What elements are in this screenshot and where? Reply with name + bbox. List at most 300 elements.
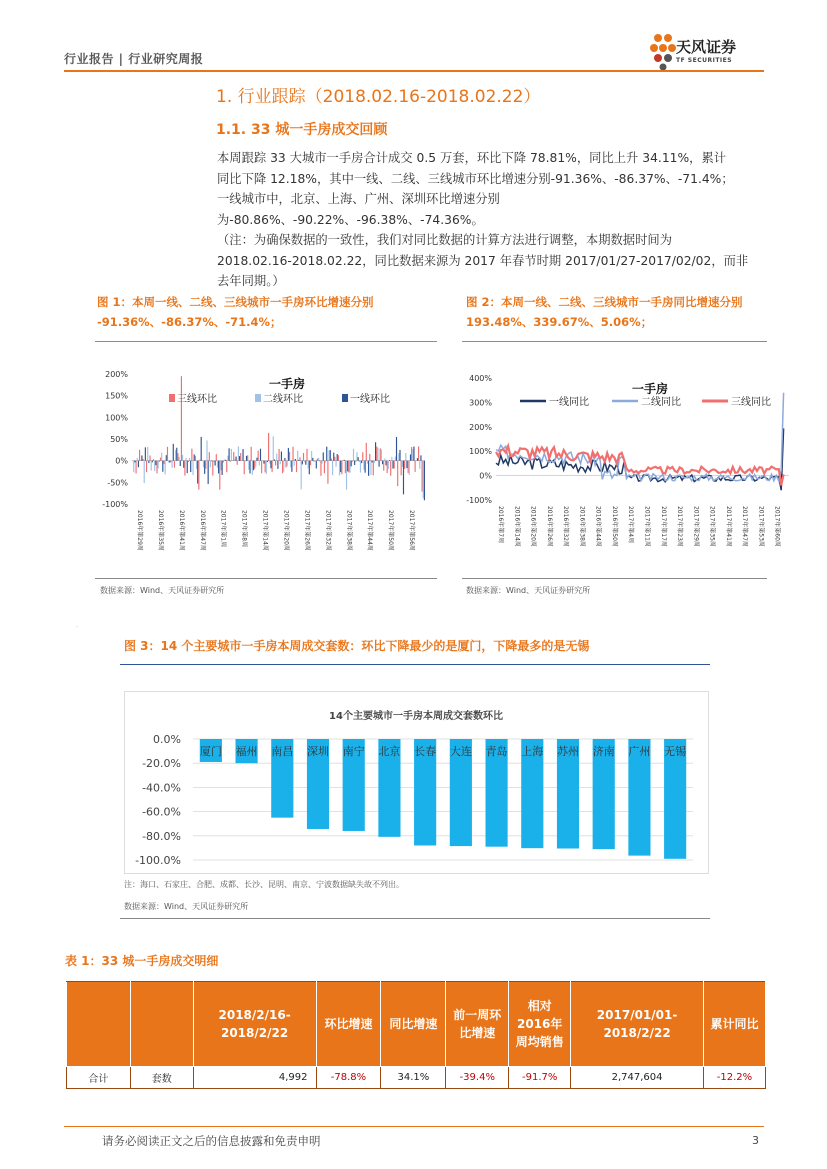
table-header-row xyxy=(67,982,766,1067)
bar xyxy=(133,461,134,473)
bar xyxy=(252,461,253,475)
bar xyxy=(170,461,171,462)
bar xyxy=(327,461,328,484)
bar xyxy=(347,461,348,472)
category-label: 广州 xyxy=(628,745,651,758)
bar xyxy=(398,453,399,460)
bar xyxy=(385,461,386,466)
bar xyxy=(369,454,370,461)
bar xyxy=(376,447,377,461)
bar xyxy=(215,461,216,466)
bar xyxy=(182,455,183,461)
bar xyxy=(231,449,232,461)
table-cell: 4,992 xyxy=(193,1067,316,1089)
bar xyxy=(177,453,178,461)
category-label: 青岛 xyxy=(485,745,508,758)
bar xyxy=(154,461,155,472)
bar xyxy=(194,454,195,460)
bar xyxy=(279,449,280,461)
bar xyxy=(269,461,270,464)
bar xyxy=(165,461,166,475)
bar xyxy=(292,447,293,461)
bar xyxy=(282,461,283,474)
bar xyxy=(139,450,140,461)
table-cell: 2,747,604 xyxy=(571,1067,704,1089)
bar xyxy=(301,461,302,490)
bar xyxy=(352,461,353,462)
fig3-rule xyxy=(120,664,710,665)
legend-label: 二线环比 xyxy=(263,394,303,405)
bar xyxy=(338,455,339,461)
bar xyxy=(389,460,390,461)
bar xyxy=(235,457,236,461)
bar xyxy=(272,461,273,472)
y-tick-label: 400% xyxy=(469,374,492,383)
bar xyxy=(344,460,345,461)
section-heading: 1. 行业跟踪（2018.02.16-2018.02.22） xyxy=(216,87,541,107)
bar xyxy=(333,453,334,461)
bar xyxy=(141,455,142,460)
bar xyxy=(322,461,323,464)
bar xyxy=(276,454,277,461)
bar xyxy=(411,447,412,461)
bar xyxy=(324,461,325,473)
fig1-caption-line1: 图 1：本周一线、二线、三线城市一手房环比增速分别 xyxy=(97,295,374,309)
bar xyxy=(188,461,189,462)
x-tick-label: 2016年第47周 xyxy=(198,510,206,551)
x-tick-label: 2016年第38周 xyxy=(578,506,586,547)
bar xyxy=(261,461,262,474)
bar xyxy=(153,459,154,460)
bar xyxy=(254,461,255,469)
bar xyxy=(248,461,249,470)
bar xyxy=(297,451,298,461)
bar xyxy=(247,455,248,460)
table-cell: 34.1% xyxy=(381,1067,446,1089)
bar xyxy=(335,461,336,467)
legend-label: 三线环比 xyxy=(177,394,217,405)
bar xyxy=(267,461,268,462)
bar xyxy=(158,461,159,469)
bar xyxy=(367,461,368,464)
bar xyxy=(295,459,296,461)
x-tick-label: 2016年第35周 xyxy=(156,510,164,551)
bar xyxy=(377,448,378,461)
bar xyxy=(265,461,266,473)
bar xyxy=(172,461,173,468)
bar xyxy=(349,461,350,473)
bar xyxy=(334,457,335,461)
fig2-caption-line2: 193.48%、339.67%、5.06%； xyxy=(466,315,653,329)
category-label: 上海 xyxy=(521,745,544,758)
y-tick-label: 100% xyxy=(105,413,128,423)
bar xyxy=(361,461,362,463)
category-label: 长春 xyxy=(414,745,437,758)
bar xyxy=(311,451,312,461)
bar xyxy=(190,461,191,472)
bar xyxy=(408,461,409,473)
bar xyxy=(362,452,363,460)
bar xyxy=(168,461,169,463)
bar xyxy=(287,461,288,466)
x-tick-label: 2016年第50周 xyxy=(610,506,618,547)
x-tick-label: 2017年第53周 xyxy=(757,506,765,547)
y-tick-label: 200% xyxy=(105,370,128,379)
bar xyxy=(146,461,147,473)
bar xyxy=(201,437,202,461)
bar xyxy=(402,461,403,467)
legend-label: 三线同比 xyxy=(731,397,771,408)
bar xyxy=(240,453,241,461)
bar xyxy=(135,461,136,474)
y-tick-label: 0.0% xyxy=(153,733,181,746)
y-tick-label: -100% xyxy=(466,496,492,505)
bar xyxy=(302,461,303,465)
bar xyxy=(227,456,228,461)
bar xyxy=(313,461,314,462)
x-tick-label: 2016年第32周 xyxy=(562,506,570,547)
bar xyxy=(294,461,295,466)
bar xyxy=(212,461,213,476)
series-line xyxy=(496,428,784,490)
x-tick-label: 2016年第26周 xyxy=(545,506,553,547)
bar xyxy=(330,450,331,461)
bar xyxy=(418,446,419,460)
x-tick-label: 2017年第11周 xyxy=(643,506,651,547)
bar xyxy=(229,448,230,460)
fig2-source-rule xyxy=(462,578,767,579)
x-tick-label: 2017年第4周 xyxy=(627,506,635,544)
bar xyxy=(185,458,186,461)
subsection-heading: 1.1. 33 城一手房成交回顾 xyxy=(216,122,388,138)
bar xyxy=(268,433,269,461)
bar xyxy=(169,461,170,463)
table-header xyxy=(67,982,131,1067)
fig3-caption: 图 3：14 个主要城市一手房本周成交套数：环比下降最少的是厦门，下降最多的是无锡 xyxy=(124,639,590,653)
bar xyxy=(176,448,177,461)
category-label: 大连 xyxy=(449,745,472,758)
chart-title: 一手房 xyxy=(631,382,669,396)
bar xyxy=(160,458,161,461)
bar xyxy=(356,452,357,461)
report-category: 行业报告 | 行业研究周报 xyxy=(64,52,204,66)
summary-paragraph xyxy=(217,148,765,292)
x-tick-label: 2017年第56周 xyxy=(408,510,416,551)
fig1-caption-line2: -91.36%、-86.37%、-71.4%； xyxy=(97,315,282,329)
bar xyxy=(360,461,361,473)
x-tick-label: 2017年第23周 xyxy=(676,506,684,547)
fig3-chart-frame xyxy=(124,691,709,874)
category-label: 深圳 xyxy=(307,745,329,758)
bar xyxy=(401,461,402,476)
y-tick-label: -100.0% xyxy=(135,854,181,867)
bar xyxy=(181,376,182,461)
x-tick-label: 2017年第35周 xyxy=(708,506,716,547)
bar xyxy=(420,455,421,460)
bar xyxy=(223,461,224,463)
bar xyxy=(245,461,246,462)
x-tick-label: 2016年第41周 xyxy=(177,510,185,551)
table-header xyxy=(130,982,193,1067)
table-title: 表 1：33 城一手房成交明细 xyxy=(65,954,219,968)
bar xyxy=(237,461,238,465)
bar xyxy=(255,461,256,467)
bar xyxy=(199,460,200,461)
bar xyxy=(218,461,219,474)
x-tick-label: 2017年第14周 xyxy=(261,510,269,551)
bar xyxy=(424,461,425,501)
bar xyxy=(339,461,340,476)
bar xyxy=(145,447,146,460)
bar xyxy=(288,448,289,461)
bar xyxy=(316,461,317,469)
bar xyxy=(187,461,188,473)
category-label: 南宁 xyxy=(342,745,365,758)
bar xyxy=(142,459,143,461)
bar xyxy=(134,461,135,463)
table-header: 2018/2/16-2018/2/22 xyxy=(193,982,316,1067)
fig1-source: 数据来源：Wind、天风证券研究所 xyxy=(100,586,225,595)
bar xyxy=(310,461,311,466)
x-tick-label: 2017年第20周 xyxy=(282,510,290,551)
bar xyxy=(308,461,309,469)
table-cell: -78.8% xyxy=(316,1067,381,1089)
logo-text-en: TF SECURITIES xyxy=(676,57,733,64)
bar xyxy=(191,449,192,461)
bar xyxy=(167,447,168,461)
bar xyxy=(239,456,240,461)
category-label: 南昌 xyxy=(271,745,294,758)
bar xyxy=(281,451,282,460)
bar xyxy=(320,461,321,476)
x-tick-label: 2016年第44周 xyxy=(594,506,602,547)
bar xyxy=(149,455,150,460)
y-tick-label: -60.0% xyxy=(142,805,181,819)
bar xyxy=(346,461,347,490)
page-number: 3 xyxy=(752,1134,759,1147)
bar xyxy=(345,461,346,473)
bar xyxy=(277,461,278,469)
bar xyxy=(234,459,235,460)
bar xyxy=(242,449,243,461)
bar xyxy=(204,461,205,474)
bar xyxy=(195,456,196,461)
bar xyxy=(410,454,411,460)
category-label: 济南 xyxy=(592,745,615,758)
bar xyxy=(289,452,290,461)
bar xyxy=(405,453,406,461)
bar xyxy=(318,458,319,461)
x-tick-label: 2017年第38周 xyxy=(345,510,353,551)
bar xyxy=(184,461,185,476)
bar xyxy=(224,459,225,460)
bar xyxy=(375,442,376,460)
bar xyxy=(180,461,181,466)
bar xyxy=(260,449,261,461)
y-tick-label: -100% xyxy=(102,500,128,509)
bar xyxy=(355,461,356,462)
bar xyxy=(337,454,338,461)
x-tick-label: 2017年第44周 xyxy=(366,510,374,551)
bar xyxy=(253,461,254,471)
bar xyxy=(380,448,381,460)
bar xyxy=(148,461,149,463)
summary-line: 去年同期。） xyxy=(217,274,285,288)
bar xyxy=(138,461,139,468)
x-tick-label: 2016年第7周 xyxy=(497,506,504,544)
bar xyxy=(370,461,371,475)
bar xyxy=(219,461,220,490)
bar xyxy=(353,449,354,461)
bar xyxy=(404,461,405,469)
bar xyxy=(303,453,304,461)
bar xyxy=(298,460,299,461)
bar xyxy=(305,461,306,465)
bar xyxy=(363,461,364,470)
summary-line: 本周跟踪 33 大城市一手房合计成交 0.5 万套，环比下降 78.81%，同比上升 34.11%，累计 xyxy=(217,151,727,165)
bar xyxy=(365,461,366,473)
bar xyxy=(238,446,239,460)
bar xyxy=(274,460,275,461)
bar xyxy=(331,459,332,461)
bar xyxy=(151,461,152,471)
bar xyxy=(251,447,252,461)
bar xyxy=(192,461,193,475)
y-tick-label: 100% xyxy=(469,447,492,457)
bar xyxy=(244,461,245,475)
fig3-note: 注：海口、石家庄、合肥、成都、长沙、昆明、南京、宁波数据缺失故不列出。 xyxy=(124,880,404,889)
bar xyxy=(189,458,190,461)
summary-line: （注：为确保数据的一致性，我们对同比数据的计算方法进行调整，本期数据时间为 xyxy=(217,233,672,247)
bar xyxy=(155,461,156,465)
bar xyxy=(403,461,404,495)
fig2-caption-line1: 图 2：本周一线、二线、三线城市一手房同比增速分别 xyxy=(466,295,743,309)
summary-line: 同比下降 12.18%，其中一线、二线、三线城市环比增速分别-91.36%、-86.37%、-71.4%； xyxy=(217,171,734,186)
bar xyxy=(319,461,320,462)
x-tick-label: 2017年第29周 xyxy=(692,506,700,547)
bar xyxy=(374,461,375,463)
bar xyxy=(323,452,324,460)
category-label: 苏州 xyxy=(557,745,579,758)
bar xyxy=(417,458,418,461)
bar xyxy=(159,461,160,462)
bar xyxy=(256,458,257,461)
footer-rule xyxy=(64,1126,764,1127)
bar xyxy=(422,461,423,492)
bar xyxy=(388,461,389,469)
bar xyxy=(198,461,199,490)
bar xyxy=(259,461,260,466)
legend-swatch xyxy=(342,394,348,402)
bar xyxy=(137,458,138,461)
bar xyxy=(396,437,397,461)
fig2-chart xyxy=(464,370,799,570)
bar xyxy=(208,461,209,484)
bar xyxy=(348,461,349,473)
y-tick-label: 150% xyxy=(105,391,128,401)
bar xyxy=(213,461,214,462)
bar xyxy=(387,461,388,473)
bar xyxy=(391,457,392,461)
bar xyxy=(211,461,212,462)
bar xyxy=(312,458,313,461)
header-rule xyxy=(64,70,764,72)
category-label: 厦门 xyxy=(199,745,222,758)
bar xyxy=(147,447,148,461)
bar xyxy=(196,461,197,469)
bar xyxy=(382,461,383,465)
y-tick-label: -40.0% xyxy=(142,781,181,795)
bar xyxy=(381,450,382,461)
bar xyxy=(366,443,367,461)
x-tick-label: 2016年第14周 xyxy=(513,506,521,547)
x-tick-label: 2017年第17周 xyxy=(659,506,667,547)
table-row xyxy=(67,1067,766,1089)
fig1-source-rule xyxy=(95,578,437,579)
bar xyxy=(183,461,184,468)
bar xyxy=(222,461,223,475)
y-tick-label: -20.0% xyxy=(142,757,181,771)
x-tick-label: 2017年第41周 xyxy=(724,506,732,547)
bar xyxy=(225,460,226,461)
bar xyxy=(266,461,267,474)
bar xyxy=(296,461,297,472)
legend-label: 一线同比 xyxy=(549,397,589,408)
summary-line: 一线城市中，北京、上海、广州、深圳环比增速分别为-80.86%、-90.22%、-96.38%、-74.36%。 xyxy=(217,192,500,227)
table-cell: 合计 xyxy=(67,1067,131,1089)
bar xyxy=(351,461,352,467)
x-tick-label: 2017年第1周 xyxy=(219,510,227,548)
fig3-source: 数据来源：Wind、天风证券研究所 xyxy=(124,902,249,911)
table-header: 同比增速 xyxy=(381,982,446,1067)
bar xyxy=(415,461,416,472)
footer-disclaimer: 请务必阅读正文之后的信息披露和免责申明 xyxy=(102,1134,321,1148)
bar xyxy=(217,461,218,468)
bar xyxy=(203,461,204,468)
logo-text-cn: 天风证券 xyxy=(676,38,737,56)
table-cell: -39.4% xyxy=(446,1067,509,1089)
bar xyxy=(332,461,333,476)
bar xyxy=(220,461,221,471)
fig1-caption xyxy=(97,292,437,332)
bar xyxy=(390,461,391,476)
category-label: 福州 xyxy=(235,745,258,758)
bar xyxy=(372,461,373,463)
bar xyxy=(412,449,413,461)
bar xyxy=(299,457,300,460)
fig3-chart xyxy=(125,692,708,873)
y-tick-label: 0% xyxy=(479,471,492,481)
table-cell: -12.2% xyxy=(704,1067,766,1089)
bar xyxy=(309,461,310,475)
bar xyxy=(280,461,281,465)
y-tick-label: -50% xyxy=(107,478,128,488)
table-header: 相对2016年周均销售 xyxy=(509,982,571,1067)
bar xyxy=(328,450,329,460)
bar xyxy=(359,461,360,462)
fig2-source: 数据来源：Wind、天风证券研究所 xyxy=(466,586,591,595)
y-tick-label: 200% xyxy=(469,422,492,432)
table-header: 环比增速 xyxy=(316,982,381,1067)
x-tick-label: 2017年第60周 xyxy=(773,506,781,547)
y-tick-label: -80.0% xyxy=(142,829,181,843)
bar xyxy=(392,461,393,469)
category-label: 无锡 xyxy=(664,745,687,758)
bar xyxy=(373,461,374,476)
bar xyxy=(283,461,284,472)
fig2-caption xyxy=(466,292,806,332)
bar xyxy=(205,461,206,469)
